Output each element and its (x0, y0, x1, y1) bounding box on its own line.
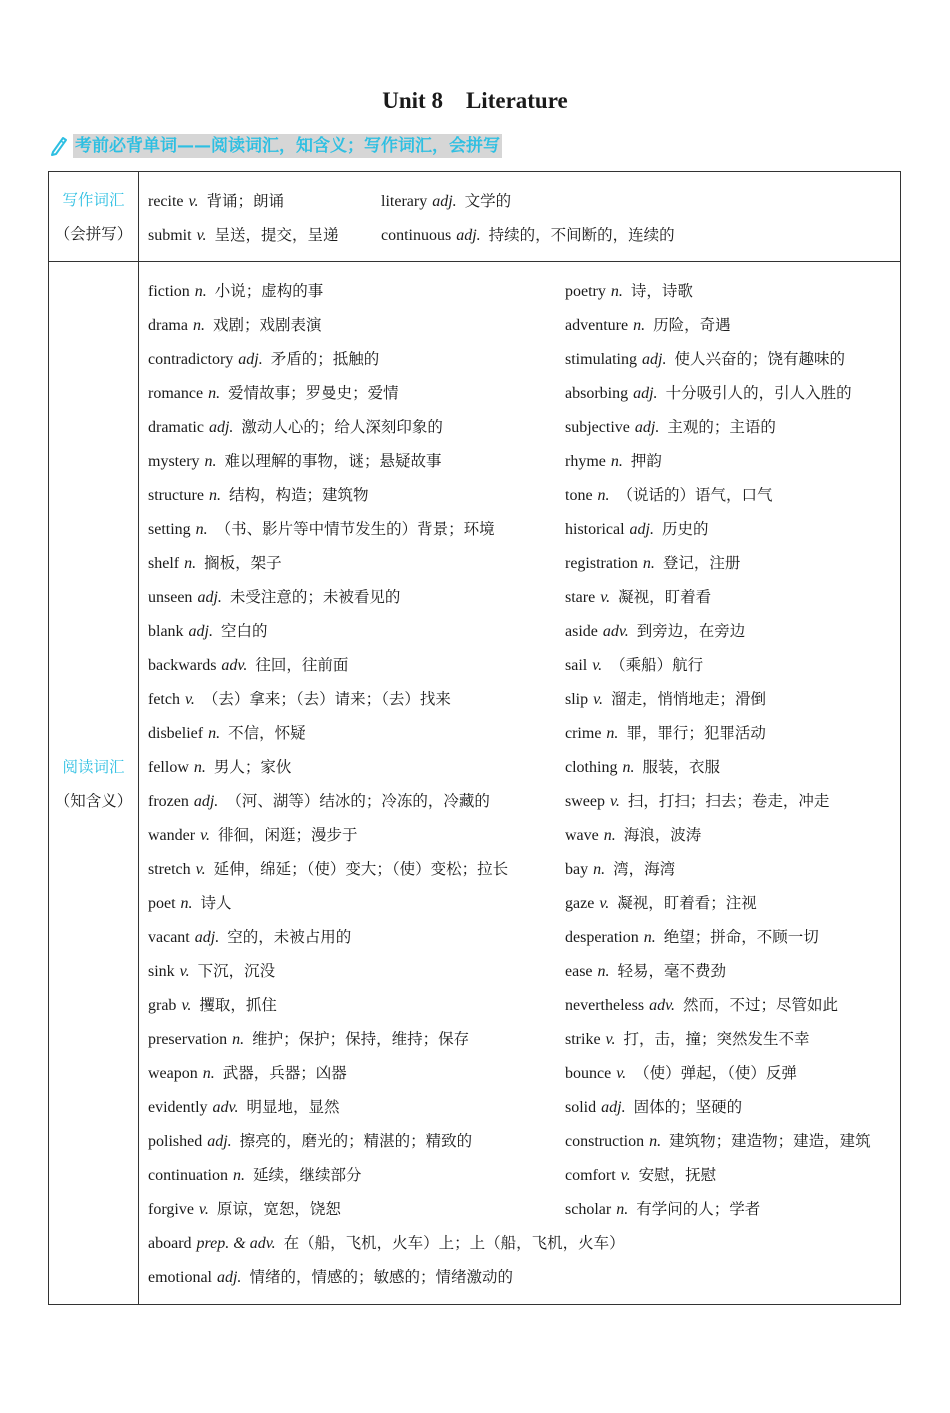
vocab-pos: n. (593, 861, 606, 878)
vocab-meaning: 下沉，沉没 (197, 962, 276, 980)
vocab-word: grab (148, 997, 177, 1014)
vocab-entry (565, 580, 711, 614)
vocab-entry (148, 308, 322, 342)
vocab-pos: n. (232, 1031, 245, 1048)
vocab-entry (565, 512, 709, 546)
reading-sublabel: （知含义） (54, 792, 133, 810)
vocab-entry (565, 852, 675, 886)
vocab-word: solid (565, 1099, 597, 1116)
vocab-entry (148, 512, 495, 546)
vocab-meaning: 武器，兵器；凶器 (222, 1064, 347, 1082)
vocab-entry (565, 886, 757, 920)
vocab-pos: adj. (194, 929, 220, 946)
vocab-entry (148, 444, 442, 478)
vocab-pos: n. (192, 317, 205, 334)
vocab-pos: n. (649, 1133, 662, 1150)
vocab-meaning: 小说；虚构的事 (214, 282, 324, 300)
vocab-pos: adj. (193, 793, 219, 810)
vocab-pos: adj. (456, 227, 481, 244)
vocab-meaning: 戏剧；戏剧表演 (212, 316, 322, 334)
vocabulary-table (48, 171, 901, 1305)
vocab-word: recite (148, 193, 184, 210)
vocab-meaning: 罪，罪行；犯罪活动 (626, 724, 766, 742)
vocab-pos: adj. (601, 1099, 626, 1116)
vocab-pos: v. (181, 997, 192, 1014)
vocab-meaning: 爱情故事；罗曼史；爱情 (228, 384, 399, 402)
vocab-entry (148, 274, 323, 308)
vocab-meaning: 徘徊，闲逛；漫步于 (218, 826, 358, 844)
vocab-word: fiction (148, 283, 190, 300)
vocab-word: crime (565, 725, 602, 742)
vocab-word: wander (148, 827, 196, 844)
vocab-word: aside (565, 623, 598, 640)
vocab-pos: n. (208, 487, 221, 504)
vocab-entry (148, 648, 348, 682)
vocab-word: aboard (148, 1235, 192, 1252)
vocab-meaning: 溜走，悄悄地走；滑倒 (611, 690, 767, 708)
vocab-pos: adj. (432, 193, 457, 210)
vocab-meaning: 凝视，盯着看 (618, 588, 712, 606)
vocab-pos: v. (188, 193, 199, 210)
vocab-entry (148, 920, 351, 954)
vocab-pos: n. (610, 453, 623, 470)
vocab-entry (565, 818, 701, 852)
vocab-word: shelf (148, 555, 180, 572)
vocab-pos: n. (208, 385, 221, 402)
vocab-entry (148, 784, 490, 818)
table-divider-horizontal (49, 261, 900, 262)
vocab-word: sail (565, 657, 588, 674)
vocab-pos: adv. (602, 623, 629, 640)
vocab-pos: n. (642, 555, 655, 572)
vocab-entry (148, 1260, 513, 1294)
vocab-meaning: 矛盾的；抵触的 (270, 350, 380, 368)
vocab-word: adventure (565, 317, 629, 334)
vocab-word: strike (565, 1031, 601, 1048)
vocab-pos: n. (606, 725, 619, 742)
vocab-meaning: 到旁边，在旁边 (636, 622, 746, 640)
vocab-entry (148, 614, 268, 648)
vocab-pos: n. (643, 929, 656, 946)
vocab-word: continuous (381, 227, 452, 244)
vocab-pos: adj. (633, 385, 658, 402)
vocab-word: submit (148, 227, 192, 244)
vocab-pos: v. (605, 1031, 616, 1048)
vocab-entry (148, 886, 232, 920)
vocab-pos: adj. (197, 589, 222, 606)
vocab-meaning: 原谅，宽恕，饶恕 (216, 1200, 341, 1218)
vocab-meaning: 未受注意的；未被看见的 (229, 588, 401, 606)
vocab-meaning: 建筑物；建造物；建造，建筑 (669, 1132, 871, 1150)
vocab-meaning: 往回，往前面 (255, 656, 349, 674)
vocab-meaning: 搁板，架子 (204, 554, 282, 572)
vocab-meaning: 攫取，抓住 (199, 996, 277, 1014)
vocab-entry (148, 218, 339, 252)
vocab-entry (565, 784, 829, 818)
vocab-word: absorbing (565, 385, 629, 402)
vocab-pos: adv. (221, 657, 248, 674)
vocab-meaning: 空白的 (221, 622, 268, 640)
vocab-word: fellow (148, 759, 189, 776)
vocab-pos: v. (179, 963, 190, 980)
vocab-meaning: （书、影片等中情节发生的）背景；环境 (215, 520, 495, 538)
vocab-word: bounce (565, 1065, 612, 1082)
vocab-entry (565, 1056, 797, 1090)
vocab-pos: v. (198, 1201, 209, 1218)
vocab-word: scholar (565, 1201, 612, 1218)
vocab-meaning: 使人兴奋的；饶有趣味的 (674, 350, 845, 368)
vocab-pos: adj. (629, 521, 654, 538)
vocab-entry (565, 478, 773, 512)
vocab-word: weapon (148, 1065, 198, 1082)
vocab-meaning: 绝望；拼命，不顾一切 (663, 928, 819, 946)
vocab-word: nevertheless (565, 997, 645, 1014)
vocab-word: stare (565, 589, 596, 606)
vocab-meaning: 背诵；朗诵 (206, 192, 284, 210)
vocab-word: emotional (148, 1269, 212, 1286)
vocab-entry (148, 818, 358, 852)
vocab-pos: v. (609, 793, 620, 810)
vocab-entry (148, 1056, 347, 1090)
vocab-meaning: 湾，海湾 (613, 860, 676, 878)
vocab-pos: v. (599, 895, 610, 912)
vocab-meaning: 十分吸引人的，引人入胜的 (665, 384, 852, 402)
vocab-pos: v. (592, 657, 603, 674)
vocab-entry (565, 1158, 716, 1192)
vocab-meaning: 激动人心的；给人深刻印象的 (241, 418, 443, 436)
vocab-meaning: 呈送，提交，呈递 (214, 226, 339, 244)
vocab-entry (565, 648, 703, 682)
vocab-word: ease (565, 963, 593, 980)
vocab-pos: adj. (642, 351, 667, 368)
vocab-meaning: 空的，未被占用的 (227, 928, 352, 946)
vocab-word: stimulating (565, 351, 637, 368)
vocab-entry (565, 1124, 871, 1158)
vocab-pos: adv. (649, 997, 675, 1014)
table-divider-vertical (138, 172, 139, 1304)
vocab-meaning: 轻易，毫不费劲 (617, 962, 727, 980)
vocab-word: frozen (148, 793, 189, 810)
vocab-word: preservation (148, 1031, 228, 1048)
vocab-pos: adj. (188, 623, 213, 640)
vocab-entry (148, 988, 277, 1022)
vocab-meaning: 安慰，抚慰 (638, 1166, 717, 1184)
vocab-entry (565, 444, 662, 478)
vocab-word: stretch (148, 861, 191, 878)
vocab-word: rhyme (565, 453, 606, 470)
vocab-pos: v. (593, 691, 604, 708)
vocab-word: polished (148, 1133, 203, 1150)
vocab-meaning: 维护；保护；保持，维持；保存 (252, 1030, 470, 1048)
vocab-meaning: 凝视，盯着看；注视 (617, 894, 757, 912)
vocab-pos: prep. & adv. (196, 1235, 276, 1252)
reading-label-cell (49, 750, 138, 818)
vocab-word: literary (381, 193, 428, 210)
vocab-entry (148, 750, 291, 784)
vocab-pos: n. (597, 487, 610, 504)
vocab-meaning: 历史的 (662, 520, 709, 538)
vocab-pos: adj. (216, 1269, 242, 1286)
vocab-pos: v. (200, 827, 211, 844)
vocab-word: romance (148, 385, 204, 402)
vocab-pos: v. (620, 1167, 631, 1184)
vocab-meaning: 有学问的人；学者 (636, 1200, 761, 1218)
vocab-word: vacant (148, 929, 190, 946)
vocab-pos: n. (622, 759, 635, 776)
vocab-meaning: （使）弹起，（使）反弹 (634, 1064, 797, 1082)
vocab-word: continuation (148, 1167, 228, 1184)
vocab-entry (565, 750, 720, 784)
vocab-word: evidently (148, 1099, 208, 1116)
vocab-entry (148, 184, 284, 218)
vocab-pos: n. (184, 555, 197, 572)
vocab-pos: n. (597, 963, 610, 980)
vocab-word: drama (148, 317, 188, 334)
vocab-entry (565, 716, 766, 750)
vocab-entry (565, 376, 852, 410)
vocab-pos: v. (195, 861, 206, 878)
vocab-meaning: 扫，打扫；扫去；卷走，冲走 (627, 792, 830, 810)
writing-label-cell (49, 183, 138, 251)
vocab-meaning: 诗，诗歌 (630, 282, 693, 300)
vocab-pos: adj. (207, 1133, 232, 1150)
reading-label: 阅读词汇 (62, 758, 125, 776)
vocab-pos: n. (193, 759, 206, 776)
vocab-meaning: 押韵 (630, 452, 662, 470)
vocab-word: desperation (565, 929, 639, 946)
vocab-pos: n. (204, 453, 217, 470)
vocab-entry (148, 1090, 339, 1124)
vocab-entry (148, 410, 443, 444)
vocab-pos: n. (202, 1065, 215, 1082)
vocab-pos: n. (616, 1201, 629, 1218)
vocab-word: slip (565, 691, 589, 708)
vocab-entry (148, 546, 282, 580)
vocab-word: disbelief (148, 725, 204, 742)
vocab-meaning: 打，击，撞；突然发生不幸 (623, 1030, 810, 1048)
vocab-meaning: 男人；家伙 (213, 758, 292, 776)
vocab-pos: v. (196, 227, 207, 244)
vocab-word: tone (565, 487, 593, 504)
vocab-meaning: 历险，奇遇 (653, 316, 731, 334)
vocab-word: wave (565, 827, 599, 844)
vocab-word: contradictory (148, 351, 234, 368)
vocab-meaning: 不信，怀疑 (228, 724, 306, 742)
vocab-word: backwards (148, 657, 217, 674)
vocab-meaning: 结构，构造；建筑物 (228, 486, 369, 504)
vocab-pos: n. (610, 283, 623, 300)
vocab-pos: adj. (238, 351, 263, 368)
vocab-entry (565, 1192, 760, 1226)
vocab-word: structure (148, 487, 204, 504)
vocab-entry (148, 1022, 469, 1056)
pencil-icon (49, 135, 69, 157)
vocab-word: registration (565, 555, 638, 572)
vocab-word: blank (148, 623, 184, 640)
vocab-word: mystery (148, 453, 200, 470)
vocab-pos: n. (208, 725, 221, 742)
vocab-word: clothing (565, 759, 618, 776)
vocab-word: gaze (565, 895, 595, 912)
vocab-entry (148, 1124, 472, 1158)
vocab-meaning: （河、湖等）结冰的；冷冻的，冷藏的 (226, 792, 490, 810)
vocab-meaning: （去）拿来；（去）请来；（去）找来 (202, 690, 451, 708)
vocab-meaning: （乘船）航行 (610, 656, 704, 674)
writing-sublabel: （会拼写） (54, 225, 133, 243)
vocab-entry (565, 954, 726, 988)
vocab-entry (148, 376, 399, 410)
vocab-entry (565, 1022, 809, 1056)
vocab-word: poet (148, 895, 176, 912)
vocab-meaning: 持续的，不间断的，连续的 (488, 226, 675, 244)
vocab-meaning: （说话的）语气，口气 (617, 486, 773, 504)
vocab-word: comfort (565, 1167, 616, 1184)
vocab-entry (381, 184, 511, 218)
vocab-entry (148, 478, 369, 512)
vocab-pos: n. (603, 827, 616, 844)
vocab-meaning: 情绪的，情感的；敏感的；情绪激动的 (249, 1268, 513, 1286)
vocab-pos: n. (194, 283, 207, 300)
vocab-meaning: 明显地，显然 (246, 1098, 340, 1116)
vocab-word: sweep (565, 793, 605, 810)
vocab-entry (565, 274, 693, 308)
vocab-entry (565, 988, 838, 1022)
vocab-word: historical (565, 521, 625, 538)
vocab-pos: n. (232, 1167, 245, 1184)
page-title: Unit 8 Literature (382, 88, 568, 113)
vocab-entry (148, 954, 275, 988)
vocab-entry (565, 410, 776, 444)
vocab-entry (565, 614, 745, 648)
vocab-pos: n. (180, 895, 193, 912)
vocab-meaning: 延续，继续部分 (252, 1166, 362, 1184)
banner-text: 考前必背单词——阅读词汇，知含义；写作词汇，会拼写 (75, 136, 500, 156)
vocab-entry (148, 342, 379, 376)
vocab-word: dramatic (148, 419, 204, 436)
vocab-meaning: 文学的 (464, 192, 512, 210)
vocab-pos: adj. (634, 419, 660, 436)
vocab-word: bay (565, 861, 589, 878)
writing-label: 写作词汇 (62, 191, 125, 209)
vocab-word: setting (148, 521, 191, 538)
vocab-entry (381, 218, 675, 252)
vocab-meaning: 然而，不过；尽管如此 (683, 996, 839, 1014)
vocab-meaning: 延伸，绵延；（使）变大；（使）变松；拉长 (213, 860, 509, 878)
vocab-meaning: 服装，衣服 (642, 758, 720, 776)
vocab-meaning: 在（船，飞机，火车）上；上（船，飞机，火车） (283, 1234, 625, 1252)
vocab-pos: v. (184, 691, 195, 708)
vocab-meaning: 固体的；坚硬的 (633, 1098, 743, 1116)
vocab-word: fetch (148, 691, 180, 708)
vocab-pos: adj. (208, 419, 234, 436)
vocab-entry (148, 1226, 625, 1260)
vocab-word: forgive (148, 1201, 194, 1218)
vocab-word: poetry (565, 283, 606, 300)
vocab-word: subjective (565, 419, 630, 436)
vocab-entry (565, 920, 819, 954)
vocab-entry (148, 682, 451, 716)
vocab-meaning: 擦亮的，磨光的；精湛的；精致的 (239, 1132, 473, 1150)
vocab-word: unseen (148, 589, 193, 606)
vocab-pos: adv. (212, 1099, 239, 1116)
vocab-word: sink (148, 963, 175, 980)
vocab-entry (565, 342, 845, 376)
vocab-entry (148, 852, 508, 886)
vocab-meaning: 海浪，波涛 (623, 826, 702, 844)
vocab-pos: v. (600, 589, 611, 606)
vocab-pos: n. (633, 317, 646, 334)
vocab-entry (148, 1158, 362, 1192)
vocab-entry (148, 716, 306, 750)
vocab-meaning: 主观的；主语的 (667, 418, 776, 436)
vocab-meaning: 诗人 (200, 894, 232, 912)
vocab-entry (565, 546, 740, 580)
vocab-entry (565, 682, 766, 716)
vocab-entry (565, 308, 731, 342)
vocab-entry (148, 580, 400, 614)
vocab-pos: n. (195, 521, 208, 538)
vocab-entry (148, 1192, 341, 1226)
vocab-meaning: 难以理解的事物，谜；悬疑故事 (224, 452, 442, 470)
vocab-pos: v. (616, 1065, 627, 1082)
section-banner (49, 133, 502, 159)
vocab-word: construction (565, 1133, 645, 1150)
vocab-meaning: 登记，注册 (662, 554, 741, 572)
vocab-entry (565, 1090, 742, 1124)
